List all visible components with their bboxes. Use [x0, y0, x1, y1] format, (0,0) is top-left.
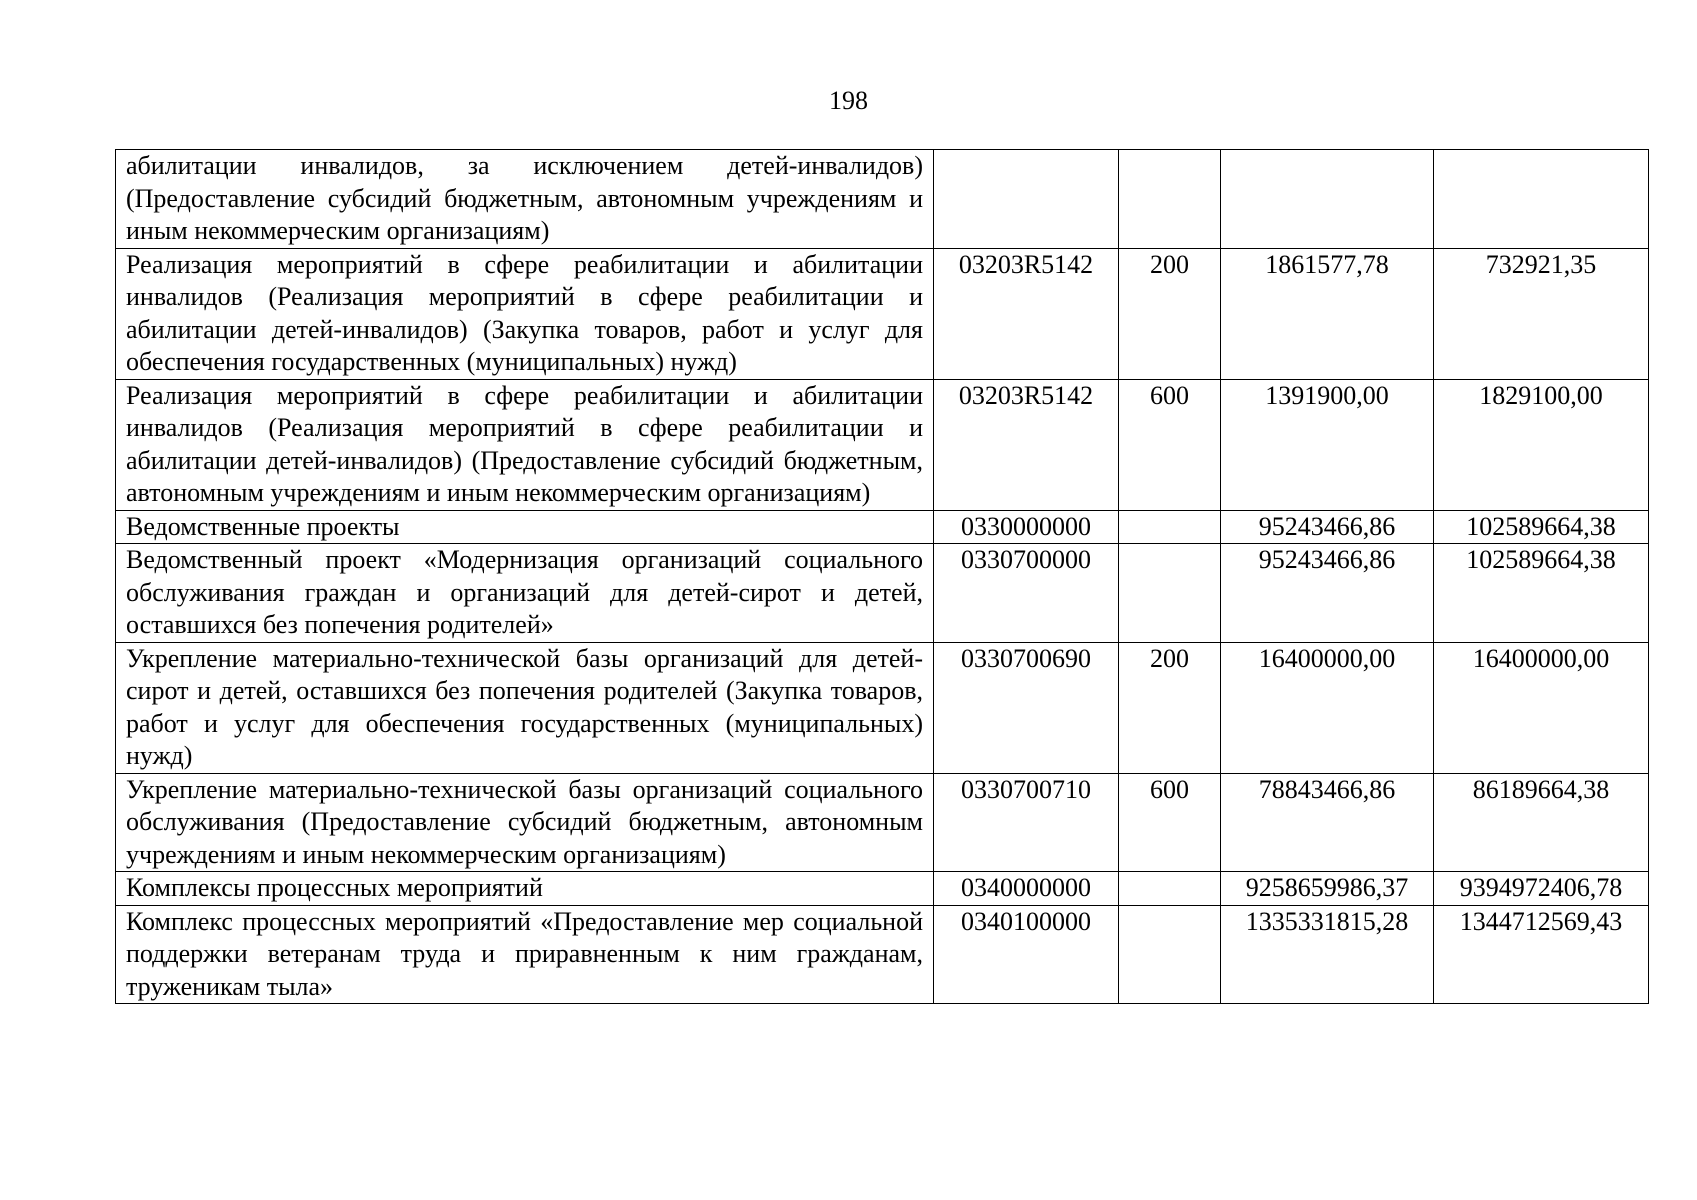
row-expense-type — [1119, 872, 1221, 906]
page-number: 198 — [829, 86, 868, 115]
row-description: Ведомственные проекты — [116, 510, 934, 544]
table-row — [116, 379, 1649, 510]
row-amount-year-1: 9258659986,37 — [1221, 872, 1434, 906]
row-description: Реализация мероприятий в сфере реабилитации и абилитации инвалидов (Реализация мероприятий в сфере реабилитации и абилитации детей-инвалидов) (Закупка товаров, работ и услуг для обеспечения государственных (муниципальных) нужд) — [116, 248, 934, 379]
row-expense-type: 200 — [1119, 248, 1221, 379]
row-target-code: 0330700690 — [934, 642, 1119, 773]
row-amount-year-1: 16400000,00 — [1221, 642, 1434, 773]
row-amount-year-2: 102589664,38 — [1434, 510, 1649, 544]
row-expense-type: 600 — [1119, 379, 1221, 510]
row-target-code: 0330700710 — [934, 773, 1119, 872]
row-description: Комплекс процессных мероприятий «Предоставление мер социальной поддержки ветеранам труда и приравненным к ним гражданам, труженикам тыла» — [116, 905, 934, 1004]
row-amount-year-2: 1829100,00 — [1434, 379, 1649, 510]
row-amount-year-1 — [1221, 150, 1434, 249]
row-target-code: 0330000000 — [934, 510, 1119, 544]
row-amount-year-2: 16400000,00 — [1434, 642, 1649, 773]
row-description: Укрепление материально-технической базы организаций социального обслуживания (Предоставление субсидий бюджетным, автономным учреждениям и иным некоммерческим организациям) — [116, 773, 934, 872]
row-description: Реализация мероприятий в сфере реабилитации и абилитации инвалидов (Реализация мероприятий в сфере реабилитации и абилитации детей-инвалидов) (Предоставление субсидий бюджетным, автономным учреждениям и иным некоммерческим организациям) — [116, 379, 934, 510]
row-target-code — [934, 150, 1119, 249]
table-row — [116, 510, 1649, 544]
row-amount-year-2: 9394972406,78 — [1434, 872, 1649, 906]
row-amount-year-2: 732921,35 — [1434, 248, 1649, 379]
row-description: Укрепление материально-технической базы организаций для детей-сирот и детей, оставшихся без попечения родителей (Закупка товаров, работ и услуг для обеспечения государственных (муниципальных) нужд) — [116, 642, 934, 773]
row-description: Ведомственный проект «Модернизация организаций социального обслуживания граждан и организаций для детей-сирот и детей, оставшихся без попечения родителей» — [116, 544, 934, 643]
table-row — [116, 905, 1649, 1004]
row-description: абилитации инвалидов, за исключением детей-инвалидов) (Предоставление субсидий бюджетным, автономным учреждениям и иным некоммерческим организациям) — [116, 150, 934, 249]
row-amount-year-1: 95243466,86 — [1221, 544, 1434, 643]
table-row — [116, 544, 1649, 643]
row-amount-year-2: 102589664,38 — [1434, 544, 1649, 643]
row-amount-year-2: 1344712569,43 — [1434, 905, 1649, 1004]
table-row — [116, 872, 1649, 906]
row-target-code: 03203R5142 — [934, 379, 1119, 510]
table-row — [116, 642, 1649, 773]
row-amount-year-2 — [1434, 150, 1649, 249]
row-expense-type — [1119, 150, 1221, 249]
row-target-code: 0340000000 — [934, 872, 1119, 906]
row-amount-year-1: 95243466,86 — [1221, 510, 1434, 544]
row-target-code: 03203R5142 — [934, 248, 1119, 379]
row-amount-year-1: 1391900,00 — [1221, 379, 1434, 510]
row-amount-year-1: 78843466,86 — [1221, 773, 1434, 872]
table-row — [116, 773, 1649, 872]
row-amount-year-1: 1861577,78 — [1221, 248, 1434, 379]
row-expense-type — [1119, 905, 1221, 1004]
row-target-code: 0330700000 — [934, 544, 1119, 643]
row-amount-year-2: 86189664,38 — [1434, 773, 1649, 872]
table-row — [116, 150, 1649, 249]
row-target-code: 0340100000 — [934, 905, 1119, 1004]
row-expense-type: 200 — [1119, 642, 1221, 773]
row-expense-type: 600 — [1119, 773, 1221, 872]
row-description: Комплексы процессных мероприятий — [116, 872, 934, 906]
row-expense-type — [1119, 544, 1221, 643]
table-row — [116, 248, 1649, 379]
row-expense-type — [1119, 510, 1221, 544]
row-amount-year-1: 1335331815,28 — [1221, 905, 1434, 1004]
budget-table — [115, 149, 1649, 1004]
